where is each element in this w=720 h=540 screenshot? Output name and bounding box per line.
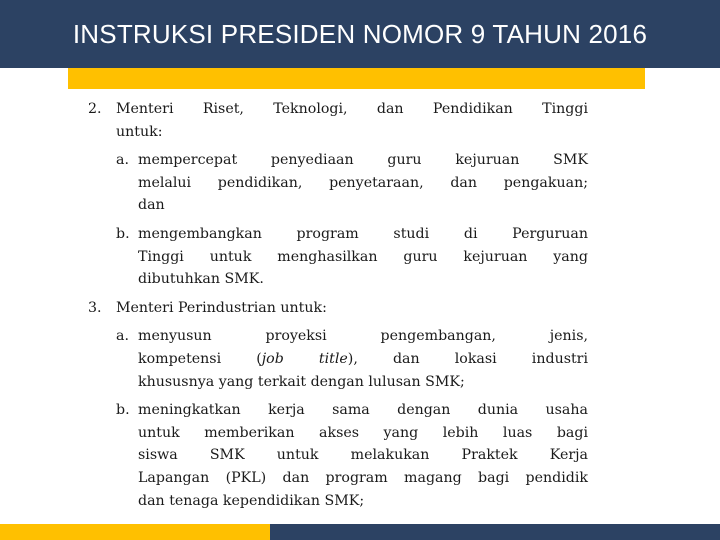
item-3	[88, 297, 588, 320]
item-3a-line: khususnya yang terkait dengan lulusan SMK;	[138, 373, 465, 390]
item-2b-line: dibutuhkan SMK.	[138, 271, 264, 288]
item-2a-line: mempercepat penyediaan guru kejuruan SMK	[138, 152, 588, 169]
item-2a-line: melalui pendidikan, penyetaraan, dan pengakuan;	[138, 174, 588, 191]
item-3a-text: kompetensi (	[138, 350, 262, 367]
item-2a-letter: a.	[116, 152, 129, 169]
item-3b-letter: b.	[116, 402, 130, 419]
item-3b-line: meningkatkan kerja sama dengan dunia usaha	[138, 402, 588, 419]
item-2-line: untuk:	[116, 123, 163, 140]
document-excerpt	[88, 98, 588, 512]
item-3b-line: dan tenaga kependidikan SMK;	[138, 492, 365, 509]
item-2	[88, 98, 588, 143]
item-3a-line	[138, 348, 588, 371]
item-3b-line: untuk memberikan akses yang lebih luas bagi	[138, 424, 588, 441]
item-3a-text: ), dan lokasi industri	[347, 350, 589, 367]
item-2b-line: Tinggi untuk menghasilkan guru kejuruan yang	[138, 248, 588, 265]
item-2-number: 2.	[88, 101, 102, 117]
item-3b	[88, 399, 588, 512]
slide-title: INSTRUKSI PRESIDEN NOMOR 9 TAHUN 2016	[72, 18, 648, 49]
item-2a-line: dan	[138, 197, 165, 214]
item-3-number: 3.	[88, 299, 102, 316]
item-3b-line: siswa SMK untuk melakukan Praktek Kerja	[138, 447, 588, 464]
item-3a	[88, 325, 588, 393]
accent-strip	[68, 68, 645, 89]
footer-accent-bar	[0, 524, 270, 540]
item-2b-line: mengembangkan program studi di Perguruan	[138, 225, 588, 242]
item-3a-line: menyusun proyeksi pengembangan, jenis,	[138, 328, 588, 345]
footer-bar	[270, 524, 720, 540]
title-bar	[0, 0, 720, 68]
item-3b-line: Lapangan (PKL) dan program magang bagi pendidik	[138, 469, 588, 486]
item-3-line: Menteri Perindustrian untuk:	[116, 299, 327, 316]
item-2-line: Menteri Riset, Teknologi, dan Pendidikan Tinggi	[116, 101, 588, 117]
item-3a-letter: a.	[116, 328, 129, 345]
item-2b	[88, 223, 588, 291]
item-3a-italic: job title	[261, 350, 348, 367]
item-2a	[88, 149, 588, 217]
item-2b-letter: b.	[116, 225, 130, 242]
